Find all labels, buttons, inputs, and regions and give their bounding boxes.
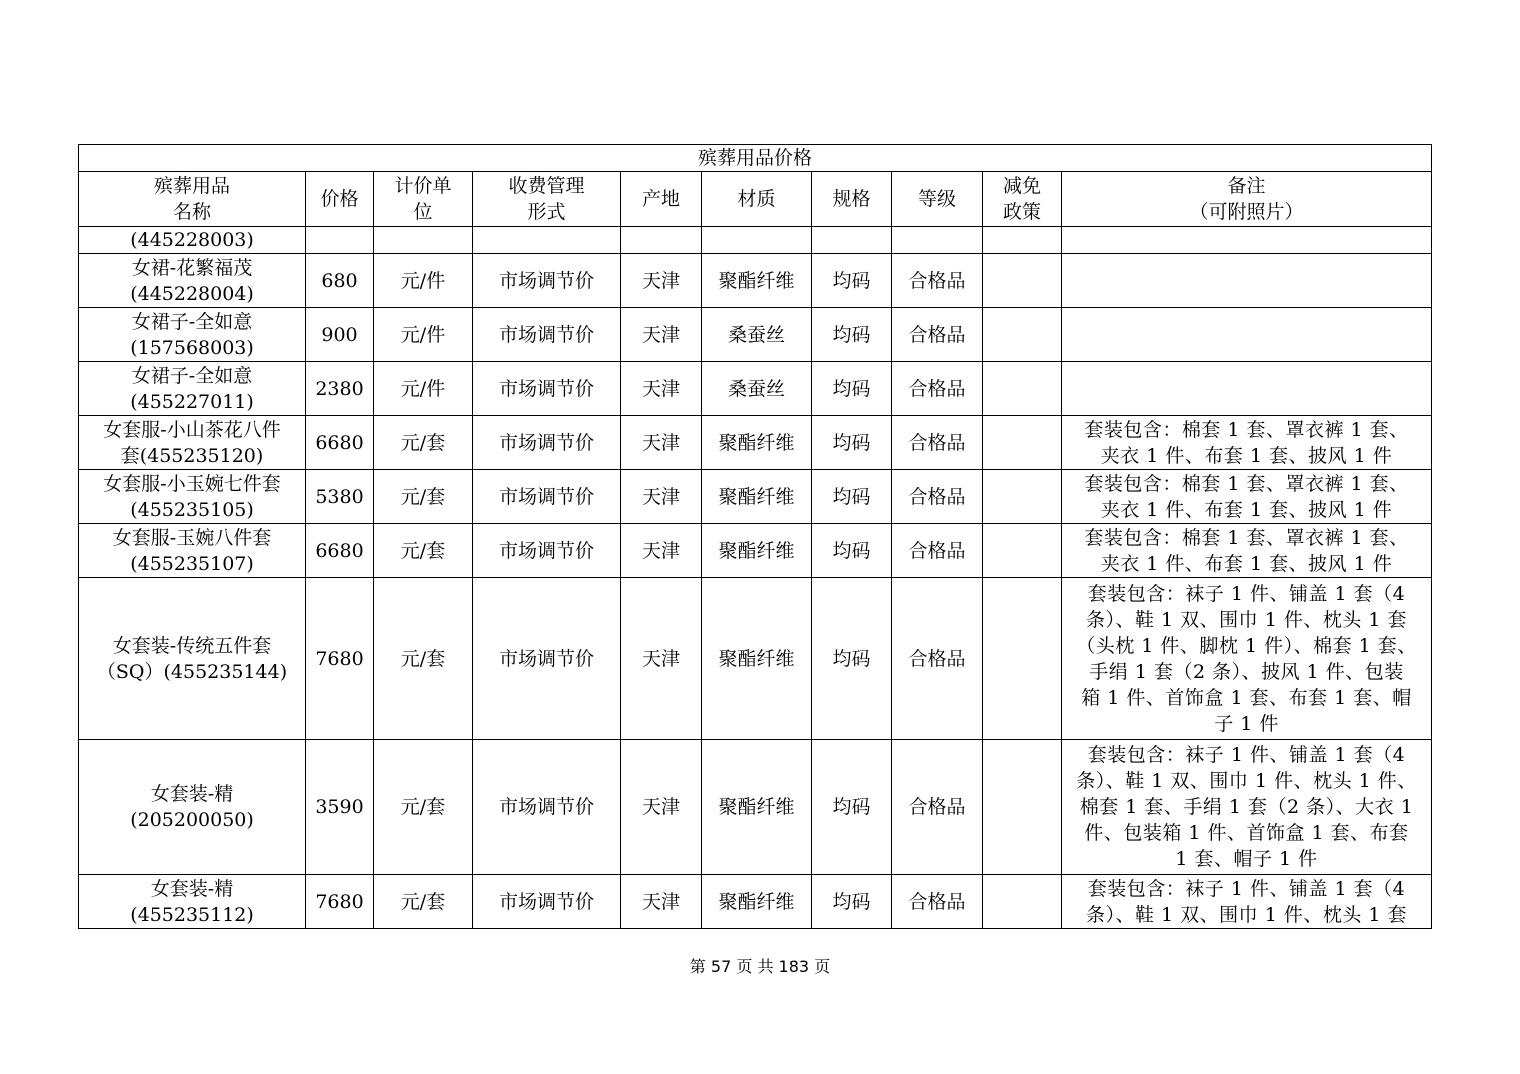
cell-name (79, 524, 306, 578)
cell-policy (983, 227, 1062, 254)
cell-spec (812, 227, 892, 254)
cell-name-line: 女裙子-全如意 (131, 364, 253, 387)
cell-note-line: 手绢 1 套（2 条）、披风 1 件、包装 (1089, 660, 1404, 683)
cell-material: 桑蚕丝 (702, 308, 812, 362)
cell-mgmt: 市场调节价 (473, 740, 621, 875)
cell-origin (621, 227, 702, 254)
cell-policy (983, 362, 1062, 416)
cell-price: 6680 (306, 524, 374, 578)
header-material: 材质 (702, 172, 812, 227)
cell-note (1062, 308, 1432, 362)
cell-policy (983, 524, 1062, 578)
cell-name-line: (455235107) (130, 552, 254, 575)
cell-unit: 元/件 (374, 308, 473, 362)
cell-unit: 元/套 (374, 524, 473, 578)
table-row (79, 740, 1432, 875)
table-row (79, 416, 1432, 470)
header-spec: 规格 (812, 172, 892, 227)
cell-name-line: (455227011) (130, 390, 254, 413)
table-row (79, 227, 1432, 254)
cell-name (79, 578, 306, 740)
cell-origin: 天津 (621, 416, 702, 470)
cell-policy (983, 416, 1062, 470)
cell-spec: 均码 (812, 254, 892, 308)
cell-note-line: （头枕 1 件、脚枕 1 件）、棉套 1 套、 (1076, 634, 1417, 657)
cell-price: 2380 (306, 362, 374, 416)
cell-mgmt: 市场调节价 (473, 308, 621, 362)
cell-unit: 元/套 (374, 875, 473, 929)
cell-name-line: 女套装-精 (150, 783, 234, 805)
footer-suffix: 页 (814, 957, 831, 976)
cell-material: 聚酯纤维 (702, 416, 812, 470)
cell-note-line: 套装包含：袜子 1 件、铺盖 1 套（4 (1087, 582, 1406, 605)
cell-price: 6680 (306, 416, 374, 470)
cell-price: 3590 (306, 740, 374, 875)
cell-name (79, 362, 306, 416)
cell-mgmt: 市场调节价 (473, 524, 621, 578)
cell-note (1062, 416, 1432, 470)
cell-note-line: 条）、鞋 1 双、围巾 1 件、枕头 1 件、 (1076, 770, 1417, 792)
header-grade: 等级 (892, 172, 983, 227)
cell-spec: 均码 (812, 740, 892, 875)
cell-note-line: 夹衣 1 件、布套 1 套、披风 1 件 (1100, 444, 1393, 467)
table-row (79, 578, 1432, 740)
cell-name-line: 女套服-玉婉八件套 (112, 526, 272, 549)
cell-mgmt: 市场调节价 (473, 416, 621, 470)
cell-policy (983, 875, 1062, 929)
cell-unit: 元/套 (374, 416, 473, 470)
cell-name-line: 女套装-精 (150, 877, 234, 900)
cell-name (79, 740, 306, 875)
cell-grade: 合格品 (892, 308, 983, 362)
cell-policy (983, 254, 1062, 308)
cell-name-line: （SQ）(455235144) (96, 660, 288, 683)
cell-grade: 合格品 (892, 254, 983, 308)
header-policy: 减免 政策 (983, 172, 1062, 227)
cell-name (79, 308, 306, 362)
cell-grade: 合格品 (892, 524, 983, 578)
cell-policy (983, 308, 1062, 362)
cell-note-line: 1 套、帽子 1 件 (1175, 848, 1318, 870)
cell-grade: 合格品 (892, 416, 983, 470)
cell-note-line: 套装包含：棉套 1 套、罩衣裤 1 套、 (1084, 526, 1409, 549)
cell-price: 900 (306, 308, 374, 362)
cell-note-line: 套装包含：袜子 1 件、铺盖 1 套（4 (1087, 744, 1406, 766)
cell-note-line: 套装包含：棉套 1 套、罩衣裤 1 套、 (1084, 472, 1409, 495)
cell-origin: 天津 (621, 254, 702, 308)
cell-grade: 合格品 (892, 362, 983, 416)
cell-origin: 天津 (621, 362, 702, 416)
table-row (79, 308, 1432, 362)
cell-note-line: 夹衣 1 件、布套 1 套、披风 1 件 (1100, 498, 1393, 521)
cell-note (1062, 227, 1432, 254)
cell-price: 7680 (306, 578, 374, 740)
header-price: 价格 (306, 172, 374, 227)
header-row (79, 172, 1432, 227)
cell-name-line: 女套装-传统五件套 (112, 634, 272, 657)
cell-name (79, 470, 306, 524)
cell-mgmt (473, 227, 621, 254)
cell-material: 聚酯纤维 (702, 875, 812, 929)
cell-unit: 元/件 (374, 362, 473, 416)
cell-grade: 合格品 (892, 875, 983, 929)
cell-material: 聚酯纤维 (702, 524, 812, 578)
cell-policy (983, 470, 1062, 524)
cell-grade: 合格品 (892, 470, 983, 524)
cell-note-line: 套装包含：棉套 1 套、罩衣裤 1 套、 (1084, 418, 1409, 441)
cell-note-line: 条）、鞋 1 双、围巾 1 件、枕头 1 套 (1086, 903, 1408, 926)
cell-name-line: 女套服-小玉婉七件套 (103, 472, 281, 495)
cell-note-line: 套装包含：袜子 1 件、铺盖 1 套（4 (1087, 877, 1406, 900)
cell-policy (983, 578, 1062, 740)
cell-name-line: (455235112) (130, 903, 254, 926)
cell-note (1062, 254, 1432, 308)
cell-price: 5380 (306, 470, 374, 524)
cell-note-line: 条）、鞋 1 双、围巾 1 件、枕头 1 套 (1086, 608, 1408, 631)
footer-middle: 页 共 (736, 957, 774, 976)
cell-origin: 天津 (621, 470, 702, 524)
cell-policy (983, 740, 1062, 875)
header-mgmt: 收费管理 形式 (473, 172, 621, 227)
cell-note (1062, 578, 1432, 740)
header-note: 备注 （可附照片） (1062, 172, 1432, 227)
cell-name-line: (445228004) (130, 282, 254, 305)
cell-name (79, 875, 306, 929)
cell-spec: 均码 (812, 416, 892, 470)
cell-name-line: (157568003) (130, 336, 254, 359)
footer-prefix: 第 (689, 957, 706, 976)
cell-origin: 天津 (621, 524, 702, 578)
cell-name (79, 416, 306, 470)
cell-origin: 天津 (621, 740, 702, 875)
table-row (79, 470, 1432, 524)
cell-unit: 元/套 (374, 578, 473, 740)
cell-note-line: 棉套 1 套、手绢 1 套（2 条）、大衣 1 (1079, 796, 1414, 818)
cell-note-line: 子 1 件 (1214, 712, 1279, 735)
cell-mgmt: 市场调节价 (473, 578, 621, 740)
cell-price: 7680 (306, 875, 374, 929)
cell-material: 聚酯纤维 (702, 740, 812, 875)
cell-name-line: (455235105) (130, 498, 254, 521)
cell-name-line: 套(455235120) (120, 444, 264, 467)
table-row (79, 254, 1432, 308)
cell-spec: 均码 (812, 524, 892, 578)
cell-note (1062, 875, 1432, 929)
table-body (79, 227, 1432, 929)
cell-name-line: 女套服-小山茶花八件 (103, 418, 281, 441)
cell-name-line: 女裙子-全如意 (131, 310, 253, 333)
cell-material: 聚酯纤维 (702, 578, 812, 740)
cell-price: 680 (306, 254, 374, 308)
header-unit: 计价单 位 (374, 172, 473, 227)
table-row (79, 524, 1432, 578)
cell-material: 聚酯纤维 (702, 470, 812, 524)
cell-mgmt: 市场调节价 (473, 470, 621, 524)
cell-spec: 均码 (812, 308, 892, 362)
table-row (79, 362, 1432, 416)
header-name: 殡葬用品 名称 (79, 172, 306, 227)
cell-grade: 合格品 (892, 578, 983, 740)
cell-mgmt: 市场调节价 (473, 875, 621, 929)
cell-note (1062, 740, 1432, 875)
cell-material: 桑蚕丝 (702, 362, 812, 416)
cell-origin: 天津 (621, 875, 702, 929)
cell-unit (374, 227, 473, 254)
cell-note (1062, 362, 1432, 416)
table-row (79, 875, 1432, 929)
cell-spec: 均码 (812, 578, 892, 740)
footer-page-number: 57 (710, 957, 732, 976)
cell-name (79, 227, 306, 254)
footer-total-pages: 183 (778, 957, 810, 976)
cell-note-line: 件、包装箱 1 件、首饰盒 1 套、布套 (1084, 822, 1409, 844)
cell-grade (892, 227, 983, 254)
cell-name-line: (205200050) (130, 809, 254, 831)
cell-name-line: (445228003) (130, 229, 254, 251)
cell-grade: 合格品 (892, 740, 983, 875)
header-origin: 产地 (621, 172, 702, 227)
page-footer (0, 954, 1520, 977)
cell-unit: 元/套 (374, 740, 473, 875)
cell-name (79, 254, 306, 308)
cell-origin: 天津 (621, 308, 702, 362)
cell-name-line: 女裙-花繁福茂 (131, 256, 253, 279)
cell-unit: 元/套 (374, 470, 473, 524)
price-table (78, 144, 1432, 929)
cell-note (1062, 470, 1432, 524)
cell-material (702, 227, 812, 254)
cell-note-line: 夹衣 1 件、布套 1 套、披风 1 件 (1100, 552, 1393, 575)
cell-unit: 元/件 (374, 254, 473, 308)
cell-spec: 均码 (812, 875, 892, 929)
cell-note-line: 箱 1 件、首饰盒 1 套、布套 1 套、帽 (1081, 686, 1412, 709)
cell-mgmt: 市场调节价 (473, 254, 621, 308)
table-title: 殡葬用品价格 (79, 145, 1432, 172)
cell-note (1062, 524, 1432, 578)
cell-price (306, 227, 374, 254)
cell-material: 聚酯纤维 (702, 254, 812, 308)
cell-spec: 均码 (812, 470, 892, 524)
cell-mgmt: 市场调节价 (473, 362, 621, 416)
cell-origin: 天津 (621, 578, 702, 740)
cell-spec: 均码 (812, 362, 892, 416)
